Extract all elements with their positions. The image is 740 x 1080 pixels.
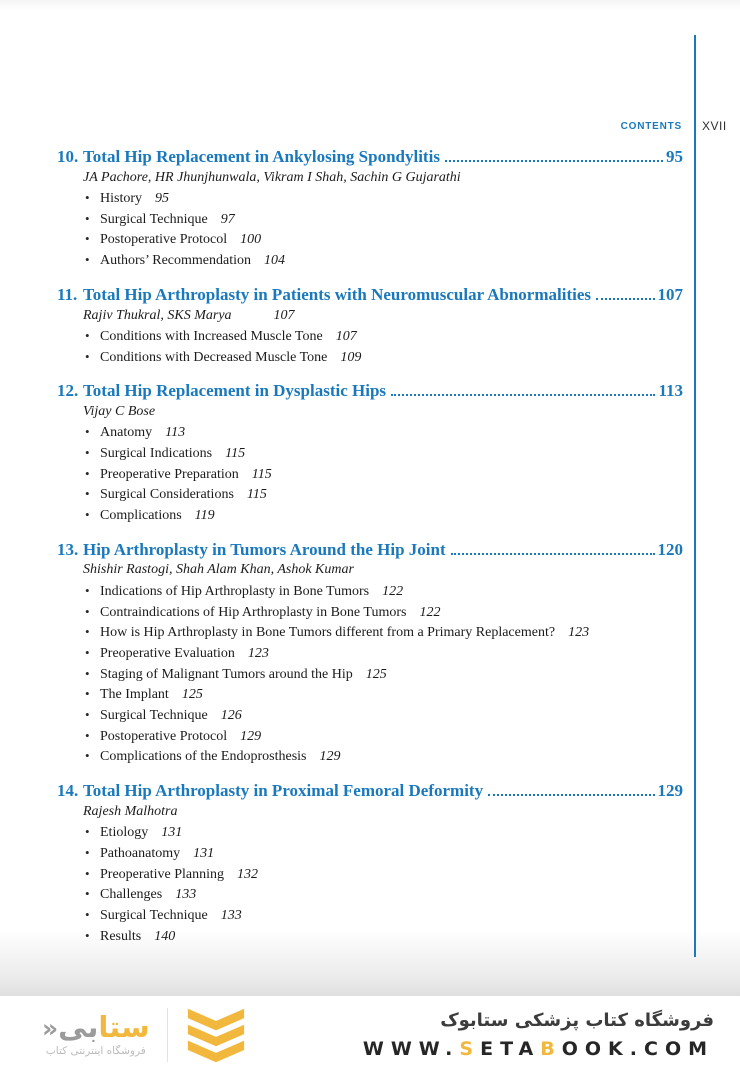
bullet-icon: •	[85, 327, 90, 343]
chapter-title: Hip Arthroplasty in Tumors Around the Hip Joint	[83, 539, 446, 559]
bullet-icon: •	[85, 748, 90, 764]
toc-item	[85, 446, 683, 462]
chapter-item-list	[85, 584, 683, 765]
toc-item	[85, 929, 683, 945]
chapter-page-number: 120	[657, 539, 683, 559]
page-number-roman: XVII	[702, 119, 727, 133]
item-label: Conditions with Decreased Muscle Tone	[100, 349, 328, 365]
item-label: History	[100, 191, 142, 207]
bullet-icon: •	[85, 727, 90, 743]
logo-wordmark-yellow: ستا	[98, 1010, 150, 1044]
item-page-number: 100	[240, 232, 262, 248]
item-label: Complications of the Endoprosthesis	[100, 749, 307, 765]
item-label: Challenges	[100, 887, 163, 903]
item-label: Surgical Technique	[100, 907, 208, 923]
bullet-icon: •	[85, 886, 90, 902]
item-page-number: 131	[161, 825, 183, 841]
chapter-number: 12.	[57, 381, 79, 401]
toc-chapter	[57, 148, 683, 269]
chapter-authors	[83, 404, 683, 419]
contents-header-label: CONTENTS	[620, 121, 682, 132]
item-label: Etiology	[100, 825, 149, 841]
chevron-stack-icon	[183, 1005, 249, 1065]
bullet-icon: •	[85, 252, 90, 268]
item-page-number: 104	[264, 253, 285, 269]
header-rule	[694, 35, 696, 957]
chapter-item-list	[85, 425, 683, 523]
item-page-number: 123	[568, 625, 590, 641]
toc-item	[85, 232, 683, 248]
chapter-title-row	[57, 782, 683, 801]
item-page-number: 129	[319, 749, 341, 765]
logo-subtitle: فروشگاه اینترنتی کتاب	[45, 1045, 146, 1057]
chapter-title-row	[57, 382, 683, 401]
item-label: Surgical Indications	[100, 446, 213, 462]
bullet-icon: •	[85, 707, 90, 722]
toc-item	[85, 508, 683, 524]
item-page-number: 125	[365, 666, 387, 682]
toc-item	[85, 487, 683, 503]
toc-chapter	[57, 382, 683, 524]
bullet-icon: •	[85, 582, 90, 598]
item-label: Conditions with Increased Muscle Tone	[100, 328, 323, 344]
chapter-item-list	[85, 191, 683, 269]
authors-names: Rajesh Malhotra	[83, 803, 178, 819]
logo-wordmark-block	[42, 1010, 150, 1057]
chapter-authors	[83, 804, 683, 819]
bullet-icon: •	[85, 465, 90, 481]
item-page-number: 126	[220, 708, 242, 723]
toc-item	[85, 467, 683, 483]
item-page-number: 133	[220, 907, 242, 923]
toc-item	[85, 908, 683, 924]
toc-item	[85, 646, 683, 662]
toc-item	[85, 708, 683, 724]
item-page-number: 122	[419, 604, 441, 620]
item-label: Preoperative Planning	[100, 866, 225, 882]
dot-leader	[451, 553, 655, 555]
website-url-segment: B	[540, 1038, 562, 1061]
item-label: Staging of Malignant Tumors around the Hip	[100, 666, 353, 682]
item-page-number: 140	[154, 928, 176, 944]
item-page-number: 129	[240, 728, 262, 744]
website-url-segment: S	[459, 1038, 481, 1061]
store-block	[363, 1010, 714, 1061]
website-url-segment: ETA	[480, 1038, 541, 1061]
item-label: Postoperative Protocol	[100, 232, 228, 248]
toc-item	[85, 625, 683, 641]
chapter-title: Total Hip Replacement in Ankylosing Spondylitis	[83, 147, 440, 166]
chapter-page-number: 113	[658, 381, 683, 401]
setabook-logo	[42, 1005, 249, 1065]
authors-names: Rajiv Thukral, SKS Marya	[83, 307, 232, 323]
item-page-number: 95	[155, 191, 169, 207]
chapter-page-number: 107	[657, 284, 683, 304]
chapter-authors	[83, 562, 683, 577]
item-label: Pathoanatomy	[100, 845, 181, 861]
item-page-number: 125	[181, 687, 203, 703]
toc-item	[85, 687, 683, 703]
website-url	[363, 1038, 714, 1060]
item-page-number: 131	[193, 845, 215, 861]
website-url-segment: WWW.	[362, 1038, 460, 1061]
chapter-number: 10.	[57, 147, 79, 166]
bullet-icon: •	[85, 927, 90, 943]
chapter-title: Total Hip Arthroplasty in Patients with Neuromuscular Abnormalities	[83, 284, 591, 304]
bullet-icon: •	[85, 210, 90, 226]
site-footer	[0, 996, 740, 1080]
toc-item	[85, 253, 683, 269]
item-page-number: 123	[247, 645, 269, 661]
store-name-text: فروشگاه کتاب پزشکی ستابوک	[440, 1009, 714, 1031]
authors-names: Vijay C Bose	[83, 403, 156, 419]
chapter-item-list	[85, 825, 683, 944]
item-label: Surgical Technique	[100, 211, 208, 227]
toc-item	[85, 846, 683, 862]
bullet-icon: •	[85, 486, 90, 502]
item-label: Postoperative Protocol	[100, 728, 228, 744]
bullet-icon: •	[85, 665, 90, 681]
bullet-icon: •	[85, 445, 90, 461]
dot-leader	[391, 394, 655, 396]
item-label: Surgical Considerations	[100, 487, 234, 503]
chapter-title-row	[57, 148, 683, 167]
toc-chapter	[57, 541, 683, 765]
item-page-number: 107	[335, 328, 357, 344]
bullet-icon: •	[85, 424, 90, 440]
dot-leader	[488, 794, 654, 796]
bullet-icon: •	[85, 865, 90, 881]
chapter-page-number: 129	[657, 781, 683, 801]
item-label: How is Hip Arthroplasty in Bone Tumors different from a Primary Replacement?	[100, 625, 556, 641]
chapter-item-list	[85, 329, 683, 365]
authors-page-number: 107	[273, 307, 295, 323]
item-page-number: 115	[225, 446, 246, 462]
item-page-number: 97	[220, 211, 235, 227]
toc-item	[85, 425, 683, 441]
bullet-icon: •	[85, 844, 90, 860]
item-page-number: 122	[382, 583, 404, 599]
chapter-page-number: 95	[666, 147, 683, 166]
toc-item	[85, 191, 683, 207]
item-label: Indications of Hip Arthroplasty in Bone Tumors	[100, 583, 370, 599]
chapter-title: Total Hip Replacement in Dysplastic Hips	[83, 381, 387, 401]
toc-item	[85, 749, 683, 765]
website-url-segment: OOK.COM	[561, 1038, 714, 1061]
chapter-title-row	[57, 541, 683, 560]
toc-chapter	[57, 782, 683, 944]
logo-wordmark-gray: بی	[58, 1010, 99, 1044]
bullet-icon: •	[85, 624, 90, 640]
toc-item	[85, 825, 683, 841]
bullet-icon: •	[85, 231, 90, 247]
chapter-number: 11.	[57, 284, 78, 304]
logo-chevrons-glyph: «	[42, 1014, 59, 1043]
item-label: The Implant	[100, 687, 169, 703]
bullet-icon: •	[85, 603, 90, 619]
toc-item	[85, 329, 683, 345]
bullet-icon: •	[85, 906, 90, 922]
item-page-number: 119	[194, 508, 215, 524]
item-label: Complications	[100, 508, 182, 524]
chapter-authors	[83, 308, 683, 323]
bullet-icon: •	[85, 507, 90, 523]
item-page-number: 133	[175, 887, 197, 903]
dot-leader	[596, 298, 655, 300]
authors-names: JA Pachore, HR Jhunjhunwala, Vikram I Shah, Sachin G Gujarathi	[83, 169, 461, 185]
dot-leader	[445, 160, 663, 162]
chapter-authors	[83, 170, 683, 185]
table-of-contents	[57, 148, 683, 961]
item-page-number: 113	[165, 425, 186, 441]
bullet-icon: •	[85, 190, 90, 206]
bullet-icon: •	[85, 824, 90, 840]
item-label: Anatomy	[100, 425, 153, 441]
item-label: Surgical Technique	[100, 708, 208, 723]
toc-item	[85, 729, 683, 745]
chapter-title-row	[57, 286, 683, 305]
logo-wordmark	[42, 1010, 150, 1044]
chapter-title: Total Hip Arthroplasty in Proximal Femoral Deformity	[83, 781, 484, 801]
toc-item	[85, 212, 683, 228]
toc-item	[85, 867, 683, 883]
bullet-icon: •	[85, 348, 90, 364]
item-page-number: 109	[340, 349, 362, 365]
item-label: Results	[100, 928, 142, 944]
toc-item	[85, 667, 683, 683]
bullet-icon: •	[85, 686, 90, 702]
logo-divider	[167, 1008, 168, 1062]
item-label: Contraindications of Hip Arthroplasty in Bone Tumors	[100, 604, 407, 620]
chapter-number: 14.	[57, 781, 79, 801]
toc-item	[85, 887, 683, 903]
item-page-number: 115	[246, 487, 267, 503]
toc-chapter	[57, 286, 683, 365]
item-page-number: 132	[237, 866, 259, 882]
authors-names: Shishir Rastogi, Shah Alam Khan, Ashok Kumar	[83, 562, 354, 578]
item-label: Preoperative Evaluation	[100, 645, 235, 661]
chapter-number: 13.	[57, 539, 79, 559]
toc-item	[85, 584, 683, 600]
item-label: Preoperative Preparation	[100, 466, 239, 482]
toc-item	[85, 350, 683, 366]
toc-item	[85, 605, 683, 621]
item-label: Authors’ Recommendation	[100, 253, 251, 269]
item-page-number: 115	[251, 466, 272, 482]
bullet-icon: •	[85, 644, 90, 660]
